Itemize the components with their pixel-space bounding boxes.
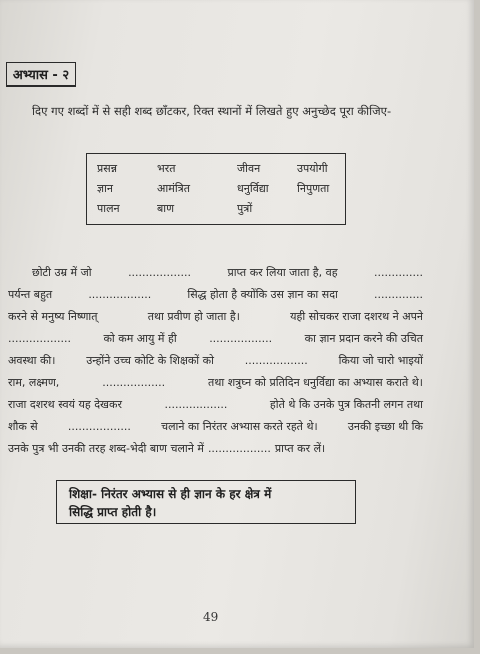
moral-line: सिद्धि प्राप्त होती है।: [69, 505, 157, 519]
paragraph-text: उनकी इच्छा थी कि: [347, 420, 423, 433]
blank: ..................: [88, 288, 152, 301]
paragraph-line: [8, 262, 423, 284]
blank: ..................: [8, 332, 71, 345]
word-bank-box: [86, 153, 346, 225]
blank: ..................: [209, 332, 273, 345]
word-bank-word: पुत्रों: [237, 201, 253, 215]
paragraph-text: प्राप्त कर लिया जाता है, वह: [227, 266, 338, 279]
paragraph-text: को कम आयु में ही: [103, 332, 177, 345]
paragraph-text: छोटी उम्र में जो: [32, 266, 92, 279]
exercise-heading: अभ्यास - २: [6, 62, 76, 87]
paragraph-text: का ज्ञान प्रदान करने की उचित: [304, 332, 423, 345]
blank: ..................: [67, 420, 131, 433]
paragraph-text: यही सोचकर राजा दशरथ ने अपने: [290, 310, 423, 323]
word-bank-row: [97, 158, 329, 178]
paragraph-line: [8, 328, 423, 350]
word-bank-word: बाण: [157, 201, 175, 215]
moral-box: [56, 480, 356, 524]
moral-line: शिक्षा- निरंतर अभ्यास से ही ज्ञान के हर क्षेत्र में: [69, 487, 272, 501]
word-bank-word: भरत: [157, 161, 176, 175]
paragraph-text: किया जो चारो भाइयों: [338, 354, 423, 367]
word-bank-word: आमंत्रित: [157, 181, 191, 195]
paragraph-line: [8, 372, 423, 394]
blank: ..................: [102, 376, 166, 389]
word-bank-word: प्रसन्न: [97, 161, 117, 175]
word-bank-word: [297, 198, 329, 218]
paragraph-text: राजा दशरथ स्वयं यह देखकर: [8, 398, 122, 411]
paragraph-line: [8, 438, 423, 460]
page-number: 49: [203, 610, 219, 624]
blank: ..................: [207, 442, 271, 455]
paragraph-line: [8, 306, 423, 328]
word-bank-word: जीवन: [237, 161, 261, 175]
instruction-text: दिए गए शब्दों में से सही शब्द छाँटकर, रिक्त स्थानों में लिखते हुए अनुच्छेद पूरा कीजिए-: [32, 104, 392, 118]
blank: ..................: [244, 354, 308, 367]
word-bank-word: उपयोगी: [297, 161, 328, 175]
paragraph-text: राम, लक्ष्मण,: [8, 376, 60, 389]
paragraph-text: उनके पुत्र भी उनकी तरह शब्द-भेदी बाण चलाने में: [8, 442, 204, 455]
word-bank-word: पालन: [97, 201, 120, 215]
word-bank-word: ज्ञान: [97, 181, 114, 195]
paragraph-text: चलाने का निरंतर अभ्यास करते रहते थे।: [161, 420, 318, 433]
paragraph-text: पर्यन्त बहुत: [8, 288, 53, 301]
blank: ..................: [164, 398, 228, 411]
paragraph-line: [8, 394, 423, 416]
blank: ..............: [374, 266, 423, 279]
paragraph-line: [8, 284, 423, 306]
fill-in-paragraph: [8, 262, 423, 460]
paragraph-text: करने से मनुष्य निष्णात्: [8, 310, 98, 323]
blank: ..............: [374, 288, 423, 301]
word-bank-word: निपुणता: [297, 181, 330, 195]
paragraph-line: [8, 350, 423, 372]
paragraph-text: तथा शत्रुघ्न को प्रतिदिन धनुर्विद्या का अभ्यास कराते थे।: [208, 376, 423, 389]
paragraph-line: [8, 416, 423, 438]
paragraph-text: अवस्था की।: [8, 354, 56, 367]
paragraph-text: तथा प्रवीण हो जाता है।: [147, 310, 240, 323]
word-bank-word: धनुर्विद्या: [237, 181, 269, 195]
paragraph-text: शौक से: [8, 420, 38, 433]
blank: ..................: [128, 266, 192, 279]
word-bank-row: [97, 198, 329, 218]
paragraph-text: प्राप्त कर लें।: [274, 442, 326, 455]
paragraph-text: होते थे कि उनके पुत्र कितनी लगन तथा: [269, 398, 423, 411]
paragraph-text: उन्होंने उच्च कोटि के शिक्षकों को: [86, 354, 214, 367]
word-bank-row: [97, 178, 329, 198]
word-bank-table: [97, 158, 329, 218]
paragraph-text: सिद्ध होता है क्योंकि उस ज्ञान का सदा: [187, 288, 338, 301]
